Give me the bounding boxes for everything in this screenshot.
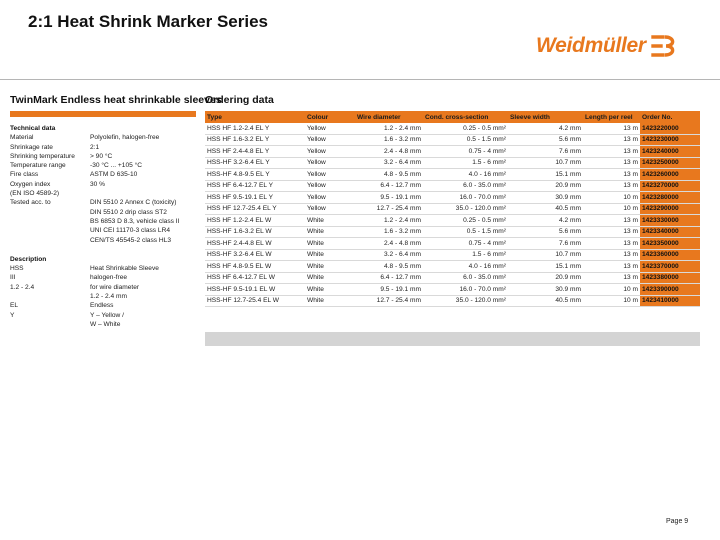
table-row [205, 215, 700, 227]
cell-order-number: 1423350000 [640, 238, 700, 250]
description-list [10, 264, 196, 329]
product-heading: TwinMark Endless heat shrinkable sleeves [10, 94, 222, 106]
description-row [10, 301, 196, 310]
cell-colour: White [305, 215, 355, 227]
cell-sleeve-width: 5.6 mm [508, 226, 583, 238]
slide-title: 2:1 Heat Shrink Marker Series [28, 12, 269, 31]
cell-length-per-reel: 13 m [583, 180, 640, 192]
column-header-cross-section: Cond. cross-section [423, 111, 508, 123]
column-header-wire-diameter: Wire diameter [355, 111, 423, 123]
description-row [10, 292, 196, 301]
cell-type: HSS HF 9.5-19.1 EL Y [205, 192, 305, 204]
page-number: Page 9 [666, 518, 689, 525]
cell-type: HSS-HF 3.2-6.4 EL W [205, 249, 305, 261]
logo-wordmark: Weidmüller [536, 34, 646, 57]
cell-wire-diameter: 4.8 - 9.5 mm [355, 169, 423, 181]
technical-row-key: Material [10, 134, 34, 142]
cell-length-per-reel: 13 m [583, 157, 640, 169]
cell-sleeve-width: 4.2 mm [508, 123, 583, 134]
cell-colour: White [305, 295, 355, 307]
cell-sleeve-width: 30.9 mm [508, 284, 583, 296]
cell-length-per-reel: 13 m [583, 146, 640, 158]
technical-row [10, 161, 196, 170]
technical-row [10, 180, 196, 189]
cell-colour: White [305, 272, 355, 284]
technical-data-heading: Technical data [10, 125, 56, 132]
table-row [205, 169, 700, 181]
cell-type: HSS-HF 1.6-3.2 EL W [205, 226, 305, 238]
cell-wire-diameter: 6.4 - 12.7 mm [355, 180, 423, 192]
technical-row-key: Temperature range [10, 162, 66, 170]
header-divider [0, 79, 720, 80]
cell-cross-section: 0.75 - 4 mm² [423, 238, 508, 250]
ordering-data-heading: Ordering data [205, 94, 274, 106]
table-row [205, 284, 700, 296]
technical-row [10, 152, 196, 161]
cell-wire-diameter: 2.4 - 4.8 mm [355, 238, 423, 250]
cell-cross-section: 1.5 - 6 mm² [423, 157, 508, 169]
cell-colour: White [305, 226, 355, 238]
description-row-value: W – White [90, 320, 121, 328]
cell-order-number: 1423370000 [640, 261, 700, 273]
technical-row-key [10, 226, 90, 235]
technical-row-value: BS 6853 D 8.3, vehicle class II [90, 217, 180, 225]
technical-row-value: -30 °C ... +105 °C [90, 162, 143, 170]
cell-wire-diameter: 12.7 - 25.4 mm [355, 203, 423, 215]
technical-row-key: Tested acc. to [10, 199, 51, 207]
cell-wire-diameter: 6.4 - 12.7 mm [355, 272, 423, 284]
cell-colour: Yellow [305, 134, 355, 146]
cell-order-number: 1423280000 [640, 192, 700, 204]
description-row-key: III [10, 274, 16, 282]
technical-data-list [10, 133, 196, 245]
description-row [10, 311, 196, 320]
cell-colour: White [305, 261, 355, 273]
table-row [205, 123, 700, 134]
cell-length-per-reel: 13 m [583, 134, 640, 146]
technical-row-value [90, 189, 196, 198]
cell-wire-diameter: 1.2 - 2.4 mm [355, 215, 423, 227]
technical-row-key [10, 217, 90, 226]
cell-length-per-reel: 13 m [583, 215, 640, 227]
ordering-table-header [205, 111, 700, 123]
cell-type: HSS-HF 3.2-6.4 EL Y [205, 157, 305, 169]
cell-wire-diameter: 3.2 - 6.4 mm [355, 157, 423, 169]
description-row [10, 264, 196, 273]
cell-length-per-reel: 13 m [583, 249, 640, 261]
cell-order-number: 1423240000 [640, 146, 700, 158]
technical-row-value: DIN 5510 2 drip class ST2 [90, 208, 167, 216]
technical-row-value: Polyolefin, halogen-free [90, 134, 160, 142]
table-row [205, 238, 700, 250]
cell-cross-section: 35.0 - 120.0 mm² [423, 295, 508, 307]
cell-length-per-reel: 13 m [583, 261, 640, 273]
technical-data-panel [10, 124, 196, 329]
technical-row [10, 217, 196, 226]
cell-sleeve-width: 10.7 mm [508, 249, 583, 261]
cell-sleeve-width: 10.7 mm [508, 157, 583, 169]
technical-row [10, 236, 196, 245]
cell-cross-section: 0.25 - 0.5 mm² [423, 215, 508, 227]
table-row [205, 146, 700, 158]
cell-cross-section: 6.0 - 35.0 mm² [423, 180, 508, 192]
technical-row [10, 208, 196, 217]
cell-type: HSS HF 6.4-12.7 EL W [205, 272, 305, 284]
column-header-length-per-reel: Length per reel [583, 111, 640, 123]
cell-colour: Yellow [305, 123, 355, 134]
cell-length-per-reel: 13 m [583, 226, 640, 238]
cell-wire-diameter: 9.5 - 19.1 mm [355, 284, 423, 296]
description-row-key [10, 292, 90, 301]
cell-cross-section: 35.0 - 120.0 mm² [423, 203, 508, 215]
cell-sleeve-width: 20.9 mm [508, 272, 583, 284]
description-row [10, 283, 196, 292]
cell-cross-section: 4.0 - 16 mm² [423, 261, 508, 273]
cell-order-number: 1423260000 [640, 169, 700, 181]
technical-row-value: CEN/TS 45545-2 class HL3 [90, 236, 171, 244]
cell-colour: Yellow [305, 157, 355, 169]
cell-order-number: 1423380000 [640, 272, 700, 284]
cell-cross-section: 0.5 - 1.5 mm² [423, 134, 508, 146]
cell-order-number: 1423270000 [640, 180, 700, 192]
cell-colour: Yellow [305, 146, 355, 158]
cell-sleeve-width: 30.9 mm [508, 192, 583, 204]
cell-wire-diameter: 3.2 - 6.4 mm [355, 249, 423, 261]
technical-row-value: 2:1 [90, 143, 100, 151]
cell-cross-section: 0.75 - 4 mm² [423, 146, 508, 158]
cell-sleeve-width: 5.6 mm [508, 134, 583, 146]
table-row [205, 192, 700, 204]
ordering-table-body [205, 123, 700, 307]
description-row-value: halogen-free [90, 274, 128, 282]
description-row-value: Endless [90, 302, 114, 310]
cell-wire-diameter: 2.4 - 4.8 mm [355, 146, 423, 158]
column-header-sleeve-width: Sleeve width [508, 111, 583, 123]
cell-type: HSS-HF 12.7-25.4 EL W [205, 295, 305, 307]
table-row [205, 295, 700, 307]
weidmuller-mark-icon [651, 34, 677, 58]
cell-order-number: 1423220000 [640, 123, 700, 134]
technical-row [10, 189, 196, 198]
technical-row-value: 30 % [90, 180, 106, 188]
description-row-value: 1.2 - 2.4 mm [90, 293, 128, 301]
ordering-table [205, 111, 700, 307]
technical-row-key [10, 208, 90, 217]
technical-row-value: DIN 5510 2 Annex C (toxicity) [90, 199, 177, 207]
technical-row-key: Oxygen index [10, 180, 51, 188]
technical-row [10, 170, 196, 179]
technical-row [10, 226, 196, 235]
cell-type: HSS HF 1.6-3.2 EL Y [205, 134, 305, 146]
table-row [205, 261, 700, 273]
cell-cross-section: 0.5 - 1.5 mm² [423, 226, 508, 238]
cell-length-per-reel: 13 m [583, 238, 640, 250]
table-row [205, 180, 700, 192]
table-row [205, 134, 700, 146]
cell-cross-section: 16.0 - 70.0 mm² [423, 192, 508, 204]
technical-row-value: > 90 °C [90, 152, 113, 160]
cell-wire-diameter: 1.2 - 2.4 mm [355, 123, 423, 134]
cell-type: HSS HF 1.2-2.4 EL W [205, 215, 305, 227]
cell-cross-section: 16.0 - 70.0 mm² [423, 284, 508, 296]
cell-colour: White [305, 238, 355, 250]
cell-cross-section: 6.0 - 35.0 mm² [423, 272, 508, 284]
table-row [205, 272, 700, 284]
cell-sleeve-width: 40.5 mm [508, 295, 583, 307]
cell-sleeve-width: 40.5 mm [508, 203, 583, 215]
cell-wire-diameter: 1.6 - 3.2 mm [355, 226, 423, 238]
description-row-value: Heat Shrinkable Sleeve [90, 265, 159, 273]
description-row-key: EL [10, 302, 19, 310]
technical-row-key [10, 236, 90, 245]
cell-colour: White [305, 284, 355, 296]
brand-logo [536, 34, 677, 58]
cell-length-per-reel: 10 m [583, 295, 640, 307]
table-row [205, 226, 700, 238]
cell-sleeve-width: 15.1 mm [508, 169, 583, 181]
technical-row [10, 198, 196, 207]
cell-colour: Yellow [305, 180, 355, 192]
cell-type: HSS HF 2.4-4.8 EL Y [205, 146, 305, 158]
cell-order-number: 1423290000 [640, 203, 700, 215]
ordering-table-footer [205, 332, 700, 346]
cell-colour: Yellow [305, 192, 355, 204]
description-row-value: for wire diameter [90, 283, 140, 291]
cell-cross-section: 4.0 - 16 mm² [423, 169, 508, 181]
cell-order-number: 1423340000 [640, 226, 700, 238]
cell-wire-diameter: 9.5 - 19.1 mm [355, 192, 423, 204]
cell-sleeve-width: 7.6 mm [508, 238, 583, 250]
cell-cross-section: 1.5 - 6 mm² [423, 249, 508, 261]
cell-type: HSS HF 1.2-2.4 EL Y [205, 123, 305, 134]
technical-row-key: Fire class [10, 171, 39, 179]
table-row [205, 249, 700, 261]
cell-order-number: 1423390000 [640, 284, 700, 296]
technical-row [10, 143, 196, 152]
cell-order-number: 1423230000 [640, 134, 700, 146]
description-row [10, 320, 196, 329]
description-row-key [10, 320, 90, 329]
cell-sleeve-width: 15.1 mm [508, 261, 583, 273]
cell-colour: White [305, 249, 355, 261]
column-header-colour: Colour [305, 111, 355, 123]
cell-wire-diameter: 4.8 - 9.5 mm [355, 261, 423, 273]
technical-row-key: Shrinkage rate [10, 143, 53, 151]
cell-type: HSS HF 12.7-25.4 EL Y [205, 203, 305, 215]
description-heading: Description [10, 255, 47, 263]
cell-order-number: 1423410000 [640, 295, 700, 307]
table-row [205, 157, 700, 169]
description-row-key: Y [10, 311, 15, 319]
cell-wire-diameter: 12.7 - 25.4 mm [355, 295, 423, 307]
description-row-key: 1.2 - 2.4 [10, 283, 35, 291]
technical-row-value: ASTM D 635-10 [90, 171, 138, 179]
cell-order-number: 1423250000 [640, 157, 700, 169]
technical-row-key: Shrinking temperature [10, 152, 75, 160]
cell-colour: Yellow [305, 169, 355, 181]
cell-cross-section: 0.25 - 0.5 mm² [423, 123, 508, 134]
description-row-value: Y – Yellow / [90, 311, 124, 319]
description-row-key: HSS [10, 265, 24, 273]
cell-order-number: 1423330000 [640, 215, 700, 227]
cell-length-per-reel: 13 m [583, 272, 640, 284]
cell-sleeve-width: 4.2 mm [508, 215, 583, 227]
cell-length-per-reel: 13 m [583, 123, 640, 134]
cell-type: HSS-HF 4.8-9.5 EL Y [205, 169, 305, 181]
cell-sleeve-width: 7.6 mm [508, 146, 583, 158]
cell-sleeve-width: 20.9 mm [508, 180, 583, 192]
cell-type: HSS HF 4.8-9.5 EL W [205, 261, 305, 273]
cell-length-per-reel: 10 m [583, 192, 640, 204]
cell-length-per-reel: 10 m [583, 284, 640, 296]
column-header-type: Type [205, 111, 305, 123]
technical-row-value: UNI CEI 11170-3 class LR4 [90, 227, 171, 235]
technical-row-key: (EN ISO 4589-2) [10, 190, 60, 198]
cell-order-number: 1423360000 [640, 249, 700, 261]
cell-length-per-reel: 10 m [583, 203, 640, 215]
technical-row [10, 133, 196, 142]
product-heading-bar [10, 111, 196, 117]
description-row [10, 273, 196, 282]
table-row [205, 203, 700, 215]
column-header-order-number: Order No. [640, 111, 700, 123]
cell-colour: Yellow [305, 203, 355, 215]
cell-length-per-reel: 13 m [583, 169, 640, 181]
cell-wire-diameter: 1.6 - 3.2 mm [355, 134, 423, 146]
cell-type: HSS-HF 2.4-4.8 EL W [205, 238, 305, 250]
cell-type: HSS HF 6.4-12.7 EL Y [205, 180, 305, 192]
cell-type: HSS-HF 9.5-19.1 EL W [205, 284, 305, 296]
